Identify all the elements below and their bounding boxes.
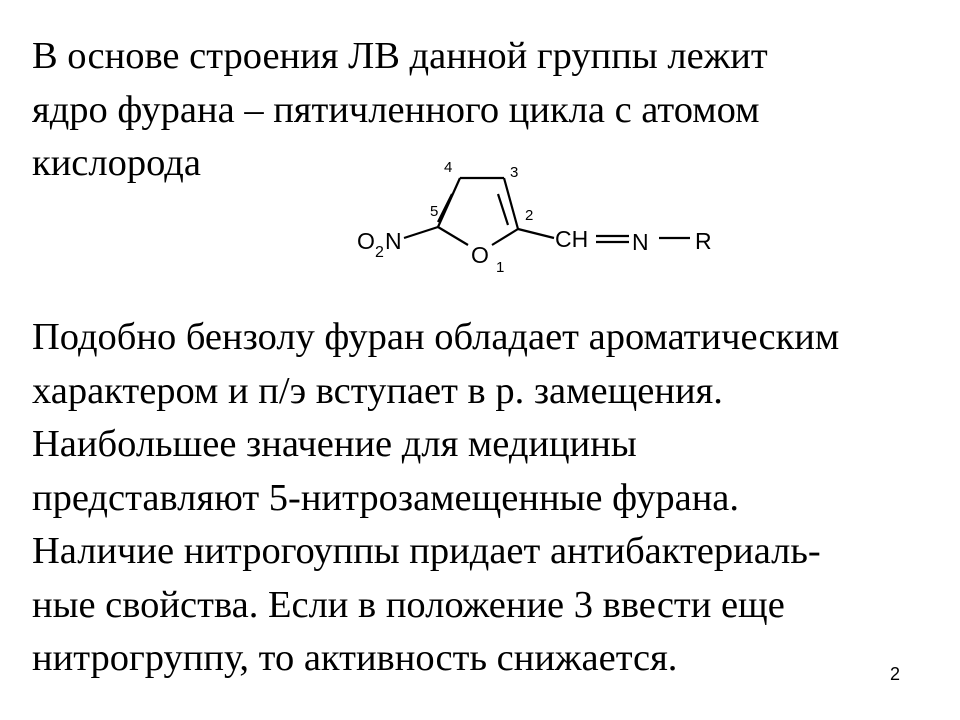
text-line: В основе строения ЛВ данной группы лежит [32, 35, 768, 77]
bond-c2-ch [518, 229, 554, 238]
nitro-oxygen-label: O [357, 228, 375, 254]
text-line: представляют 5-нитрозамещенные фурана. [32, 476, 740, 519]
ring-oxygen-label: O [471, 242, 489, 268]
text-line: характером и п/э вступает в р. замещения. [32, 369, 723, 412]
text-line: нитрогруппу, то активность снижается. [32, 637, 678, 679]
page-number: 2 [889, 664, 900, 684]
text-line: кислорода [32, 142, 201, 184]
bond-nitro [404, 227, 438, 238]
position-4-label: 4 [444, 159, 453, 176]
r-group-label: R [695, 228, 712, 254]
position-2-label: 2 [525, 207, 534, 224]
bond-c4-c5 [438, 178, 460, 227]
nitrofuran-structural-formula [340, 150, 740, 280]
imine-nitrogen-label: N [632, 229, 649, 255]
position-3-label: 3 [510, 164, 519, 181]
ch-label: CH [555, 226, 589, 252]
position-5-label: 5 [430, 203, 439, 220]
bond-c4-c5-double [438, 194, 452, 222]
nitro-subscript-label: 2 [375, 244, 384, 261]
furan-ring [438, 178, 518, 245]
bond-c5-o1 [438, 227, 468, 245]
nitro-nitrogen-label: N [385, 228, 402, 254]
text-line: Наибольшее значение для медицины [32, 423, 637, 465]
bond-c3-c2-double [498, 194, 508, 225]
bond-c2-o1 [492, 229, 518, 245]
text-line: Наличие нитрогоуппы придает антибактериаль- [32, 530, 821, 572]
text-line: ные свойства. Если в положение 3 ввести еще [32, 583, 785, 626]
text-line: Подобно бензолу фуран обладает ароматическим [32, 316, 840, 358]
text-line: ядро фурана – пятичленного цикла с атомом [32, 88, 760, 131]
position-1-label: 1 [496, 259, 505, 276]
body-paragraph [32, 311, 952, 686]
